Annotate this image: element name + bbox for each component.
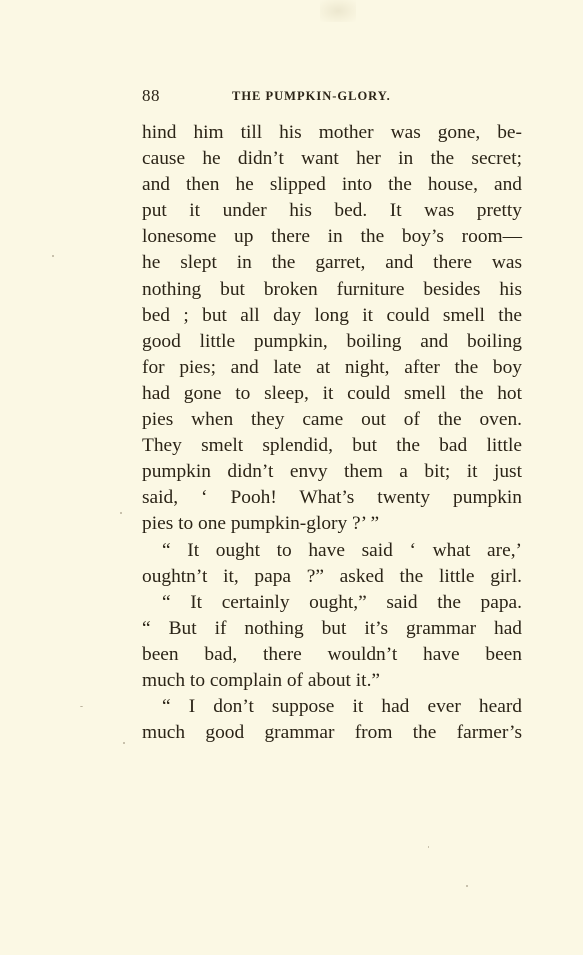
- text-line: put it under his bed. It was pretty: [142, 200, 522, 222]
- running-head: THE PUMPKIN-GLORY.: [232, 89, 391, 103]
- text-line: pumpkin didn’t envy them a bit; it just: [142, 461, 522, 483]
- text-line: “ I don’t suppose it had ever heard: [162, 696, 522, 718]
- page-header: [142, 86, 522, 108]
- text-line: oughtn’t it, papa ?” asked the little girl.: [142, 565, 522, 587]
- text-line: for pies; and late at night, after the boy: [142, 356, 522, 378]
- page-tear-mark: [320, 0, 356, 22]
- text-line: “ It ought to have said ‘ what are,’: [162, 539, 522, 561]
- paper-speck: [466, 885, 468, 887]
- text-line: pies to one pumpkin-glory ?’ ”: [142, 513, 380, 535]
- text-line: had gone to sleep, it could smell the hot: [142, 382, 522, 404]
- text-line: hind him till his mother was gone, be-: [142, 122, 522, 143]
- text-line: been bad, there wouldn’t have been: [142, 643, 522, 665]
- body-text: [142, 120, 522, 746]
- text-line: nothing but broken furniture besides his: [142, 278, 522, 300]
- text-line: bed ; but all day long it could smell the: [142, 304, 522, 326]
- text-line: good little pumpkin, boiling and boiling: [142, 330, 522, 352]
- text-line: said, ‘ Pooh! What’s twenty pumpkin: [142, 487, 522, 509]
- text-line: much to complain of about it.”: [142, 669, 381, 691]
- text-line: pies when they came out of the oven.: [142, 409, 522, 431]
- paper-speck: [80, 706, 83, 707]
- text-line: much good grammar from the farmer’s: [142, 722, 522, 744]
- text-line: cause he didn’t want her in the secret;: [142, 148, 522, 170]
- text-line: “ But if nothing but it’s grammar had: [142, 617, 522, 639]
- paper-speck: [428, 846, 429, 848]
- paper-speck: [123, 742, 125, 744]
- paper-speck: [52, 255, 54, 257]
- page-number: 88: [142, 86, 160, 105]
- text-line: lonesome up there in the boy’s room—: [142, 226, 522, 248]
- text-line: They smelt splendid, but the bad little: [142, 435, 522, 457]
- text-line: “ It certainly ought,” said the papa.: [162, 591, 522, 613]
- text-line: he slept in the garret, and there was: [142, 252, 522, 274]
- paper-speck: [120, 512, 122, 514]
- text-line: and then he slipped into the house, and: [142, 174, 522, 196]
